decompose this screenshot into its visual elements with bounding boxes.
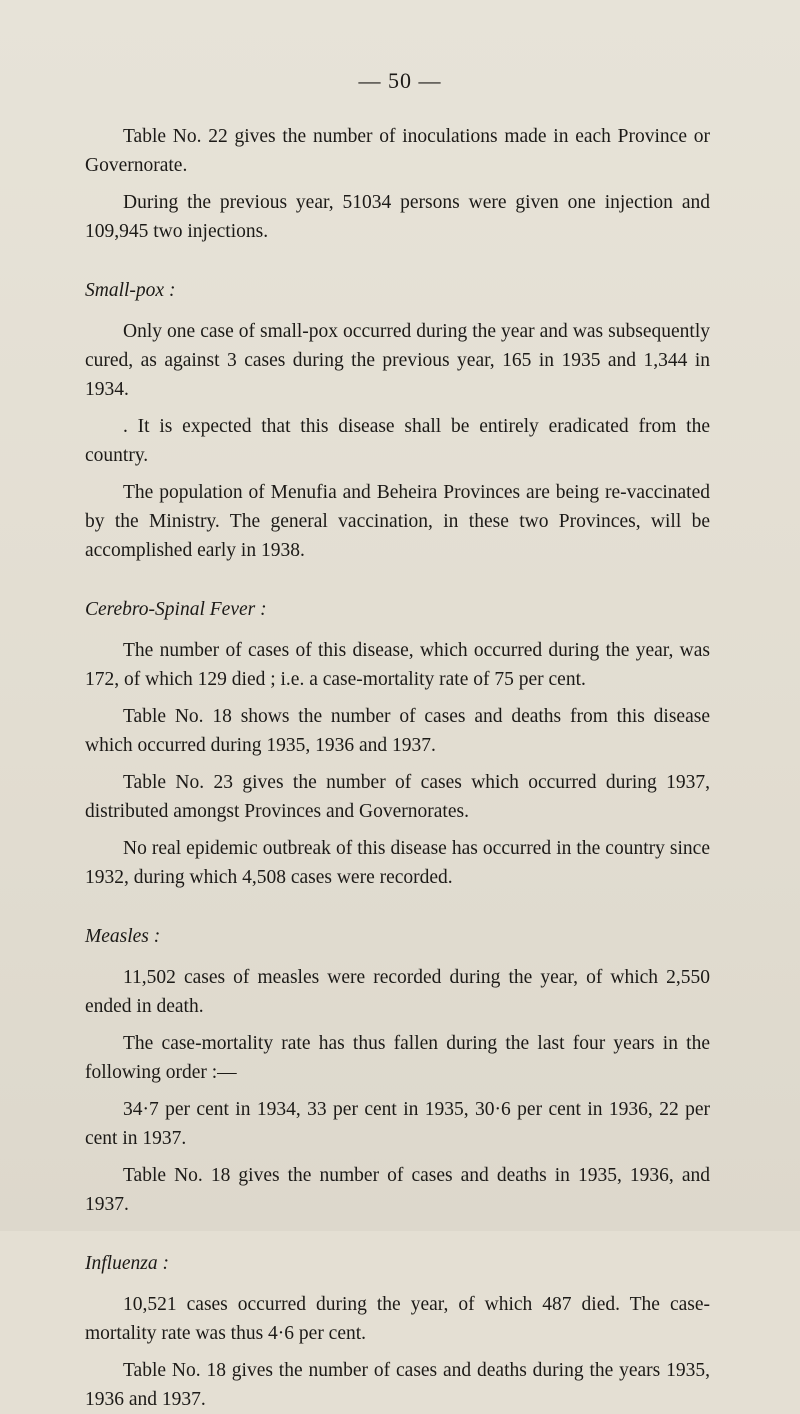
page-number: — 50 — [358,68,442,93]
paragraph-csf-table-18: Table No. 18 shows the number of cases and deaths from this disease which occurred during 1935, 1936 and 1937. [85,706,710,756]
body-text [85,122,710,1414]
heading-small-pox: Small-pox : [85,280,176,301]
paragraph-csf-cases: The number of cases of this disease, which occurred during the year, was 172, of which 129 died ; i.e. a case-mortality rate of 75 per cent. [85,640,710,690]
paragraph-influenza-table-18: Table No. 18 gives the number of cases and deaths during the years 1935, 1936 and 1937. [85,1360,710,1410]
paragraph-small-pox-eradication: . It is expected that this disease shall be entirely eradicated from the country. [85,416,710,466]
paragraph-small-pox-vaccination: The population of Menufia and Beheira Provinces are being re-vaccinated by the Ministry. The general vaccination, in these two Provinces, will be accomplished early in 1938. [85,482,710,561]
paragraph-csf-table-23: Table No. 23 gives the number of cases which occurred during 1937, distributed amongst Provinces and Governorates. [85,772,710,822]
paragraph-measles-cases: 11,502 cases of measles were recorded during the year, of which 2,550 ended in death. [85,967,710,1017]
paragraph-influenza-cases: 10,521 cases occurred during the year, of which 487 died. The case-mortality rate was thus 4·6 per cent. [85,1294,710,1344]
paragraph-measles-table-18: Table No. 18 gives the number of cases and deaths in 1935, 1936, and 1937. [85,1165,710,1215]
paragraph-injections: During the previous year, 51034 persons were given one injection and 109,945 two injections. [85,192,710,242]
heading-influenza: Influenza : [85,1253,169,1274]
paragraph-inoculations-table: Table No. 22 gives the number of inoculations made in each Province or Governorate. [85,126,710,176]
heading-cerebro-spinal-fever: Cerebro-Spinal Fever : [85,599,267,620]
paragraph-measles-mortality-rates: 34·7 per cent in 1934, 33 per cent in 1935, 30·6 per cent in 1936, 22 per cent in 1937. [85,1099,710,1149]
paragraph-csf-outbreak: No real epidemic outbreak of this disease has occurred in the country since 1932, during which 4,508 cases were recorded. [85,838,710,888]
heading-measles: Measles : [85,926,161,947]
paragraph-measles-mortality-intro: The case-mortality rate has thus fallen during the last four years in the following order :— [85,1033,710,1083]
paragraph-small-pox-cases: Only one case of small-pox occurred during the year and was subsequently cured, as against 3 cases during the previous year, 165 in 1935 and 1,344 in 1934. [85,321,710,400]
